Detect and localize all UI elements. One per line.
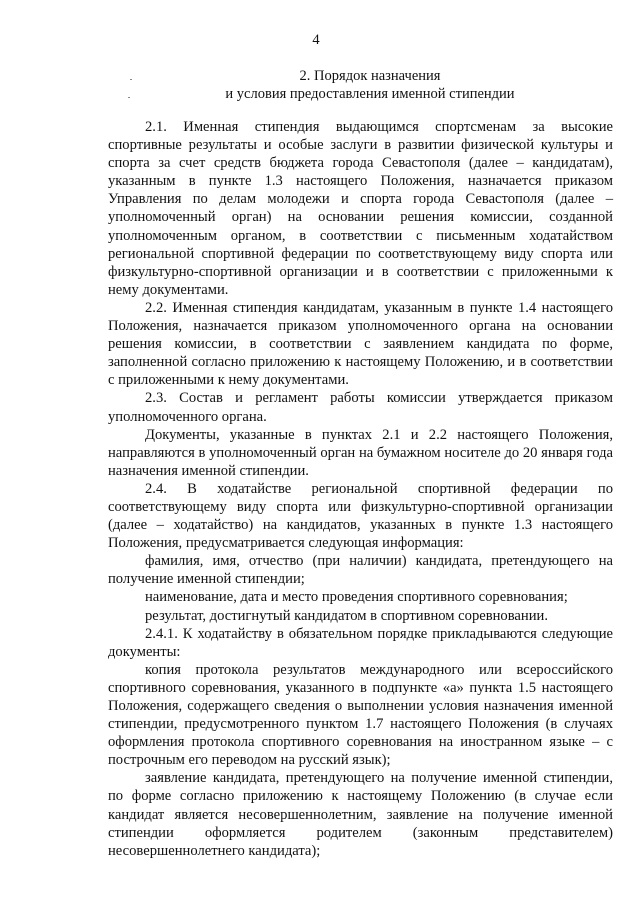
paragraph-2-1: 2.1. Именная стипендия выдающимся спортсменам за высокие спортивные результаты и особые заслуги в развитии физической культуры и спорта за счет средств бюджета города Севастополя (далее – кандидатам), указанным в пункте 1.3 настоящего Положения, назначается приказом Управления по делам молодежи и спорта города Севастополя (далее – уполномоченный орган) на основании решения комиссии, созданной уполномоченным органом, в соответствии с письменным ходатайством региональной спортивной федерации по соответствующему виду спорта или физкультурно-спортивной организации и в соответствии с приложенными к нему документами. xyxy=(108,119,613,298)
section-title xyxy=(200,67,540,103)
section-title-line: и условия предоставления именной стипендии xyxy=(225,86,515,102)
list-item-protocol-copy: копия протокола результатов международного или всероссийского спортивного соревнования, указанного в подпункте «а» пункта 1.5 настоящего Положения, содержащего сведения о выполнении условия назначения именной стипендии, предусмотренного пунктом 1.7 настоящего Положения (в случаях оформления протокола спортивного соревнования на иностранном языке – с построчным его переводом на русский язык); xyxy=(108,661,613,769)
document-body xyxy=(108,118,613,860)
scan-speck xyxy=(130,79,132,80)
scan-speck xyxy=(128,97,130,98)
paragraph-documents: Документы, указанные в пунктах 2.1 и 2.2 настоящего Положения, направляются в уполномоченный орган на бумажном носителе до 20 января года назначения именной стипендии. xyxy=(108,426,613,479)
list-item-competition: наименование, дата и место проведения спортивного соревнования; xyxy=(145,589,568,606)
section-title-line: 2. Порядок назначения xyxy=(299,68,441,84)
list-item-application: заявление кандидата, претендующего на получение именной стипендии, по форме согласно приложению к настоящему Положению (в случае если кандидат является несовершеннолетним, заявление на получение именной стипендии оформляется родителем (законным представителем) несовершеннолетнего кандидата); xyxy=(108,770,613,859)
paragraph-2-2: 2.2. Именная стипендия кандидатам, указанным в пункте 1.4 настоящего Положения, назначается приказом уполномоченного органа на основании решения комиссии, в соответствии с заявлением кандидата по форме, заполненной согласно приложению к настоящему Положению, и в соответствии с приложенными к нему документами. xyxy=(108,299,613,389)
list-item-full-name: фамилия, имя, отчество (при наличии) кандидата, претендующего на получение именной стипендии; xyxy=(108,553,613,588)
list-item-result: результат, достигнутый кандидатом в спортивном соревновании. xyxy=(145,607,548,624)
paragraph-2-4: 2.4. В ходатайстве региональной спортивной федерации по соответствующему виду спорта или физкультурно-спортивной организации (далее – ходатайство) на кандидатов, указанных в пункте 1.3 настоящего Положения, предусматривается следующая информация: xyxy=(108,480,613,552)
page-number: 4 xyxy=(312,32,320,48)
paragraph-2-4-1: 2.4.1. К ходатайству в обязательном порядке прикладываются следующие документы: xyxy=(108,625,613,660)
paragraph-2-3: 2.3. Состав и регламент работы комиссии утверждается приказом уполномоченного органа. xyxy=(108,390,613,425)
